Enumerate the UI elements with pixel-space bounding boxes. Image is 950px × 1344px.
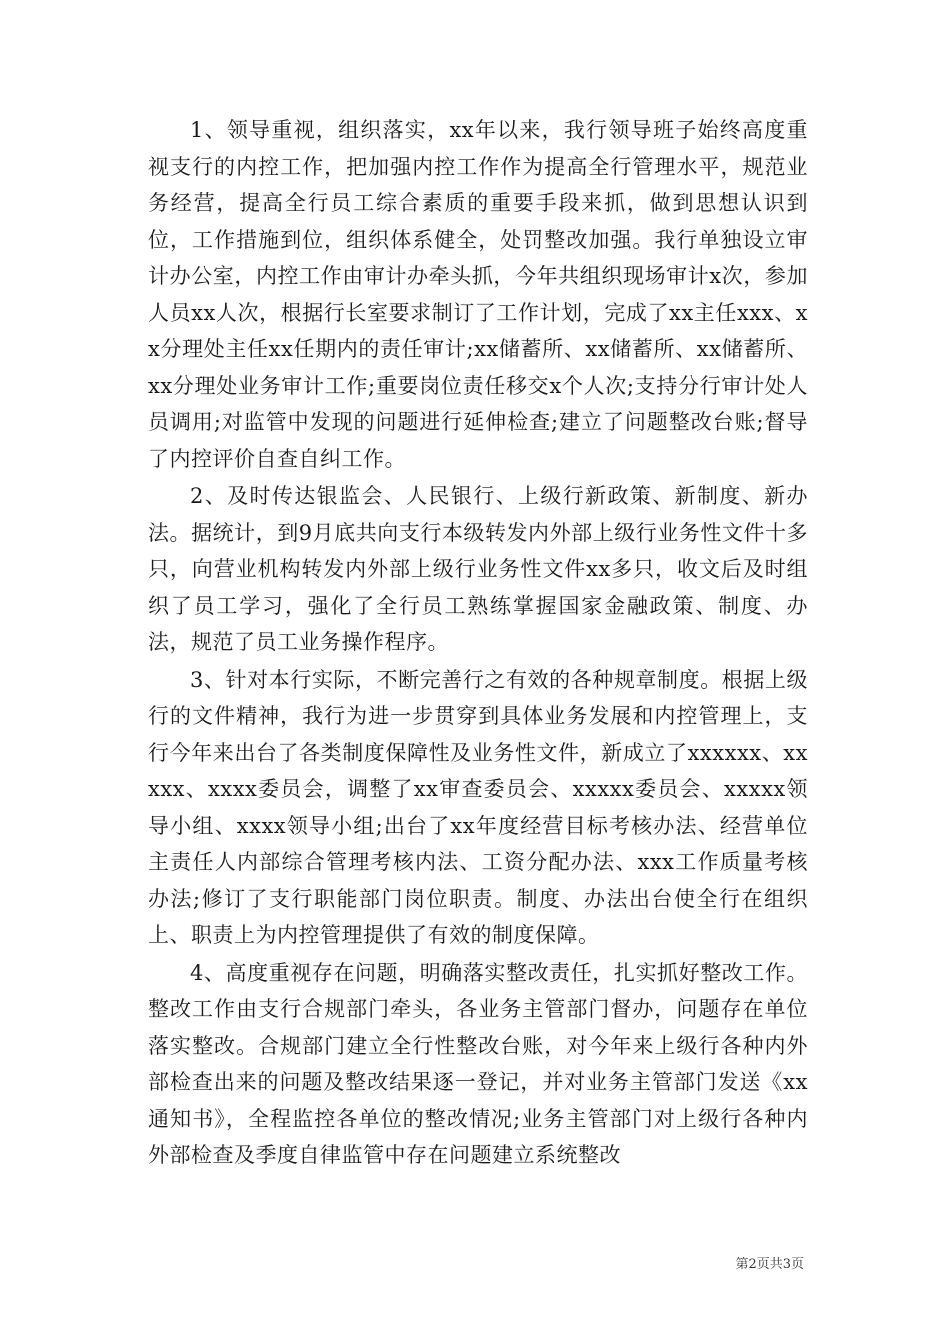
paragraph-3: 3、针对本行实际，不断完善行之有效的各种规章制度。根据上级行的文件精神，我行为进一步贯穿到具体业务发展和内控管理上，支行今年来出台了各类制度保障性及业务性文件，新成立了xxxxxx、xxxxx、xxxx委员会，调整了xx审查委员会、xxxxx委员会、xxxxx领导小组、xxxx领导小组;出台了xx年度经营目标考核办法、经营单位主责任人内部综合管理考核内法、工资分配办法、xxx工作质量考核办法;修订了支行职能部门岗位职责。制度、办法出台使全行在组织上、职责上为内控管理提供了有效的制度保障。 xyxy=(148,667,808,947)
document-body xyxy=(148,112,808,1174)
paragraph-1: 1、领导重视，组织落实，xx年以来，我行领导班子始终高度重视支行的内控工作，把加强内控工作作为提高全行管理水平，规范业务经营，提高全行员工综合素质的重要手段来抓，做到思想认识到位，工作措施到位，组织体系健全，处罚整改加强。我行单独设立审计办公室，内控工作由审计办牵头抓，今年共组织现场审计x次，参加人员xx人次，根据行长室要求制订了工作计划，完成了xx主任xxx、xx分理处主任xx任期内的责任审计;xx储蓄所、xx储蓄所、xx储蓄所、xx分理处业务审计工作;重要岗位责任移交x个人次;支持分行审计处人员调用;对监管中发现的问题进行延伸检查;建立了问题整改台账;督导了内控评价自查自纠工作。 xyxy=(148,118,808,471)
paragraph-4: 4、高度重视存在问题，明确落实整改责任，扎实抓好整改工作。整改工作由支行合规部门牵头，各业务主管部门督办，问题存在单位落实整改。合规部门建立全行性整改台账，对今年来上级行各种内外部检查出来的问题及整改结果逐一登记，并对业务主管部门发送《xx通知书》，全程监控各单位的整改情况;业务主管部门对上级行各种内外部检查及季度自律监管中存在问题建立系统整改 xyxy=(148,960,808,1167)
paragraph-2: 2、及时传达银监会、人民银行、上级行新政策、新制度、新办法。据统计，到9月底共向支行本级转发内外部上级行业务性文件十多只，向营业机构转发内外部上级行业务性文件xx多只，收文后及时组织了员工学习，强化了全行员工熟练掌握国家金融政策、制度、办法，规范了员工业务操作程序。 xyxy=(148,484,808,654)
page-number: 第2页共3页 xyxy=(735,1257,804,1272)
